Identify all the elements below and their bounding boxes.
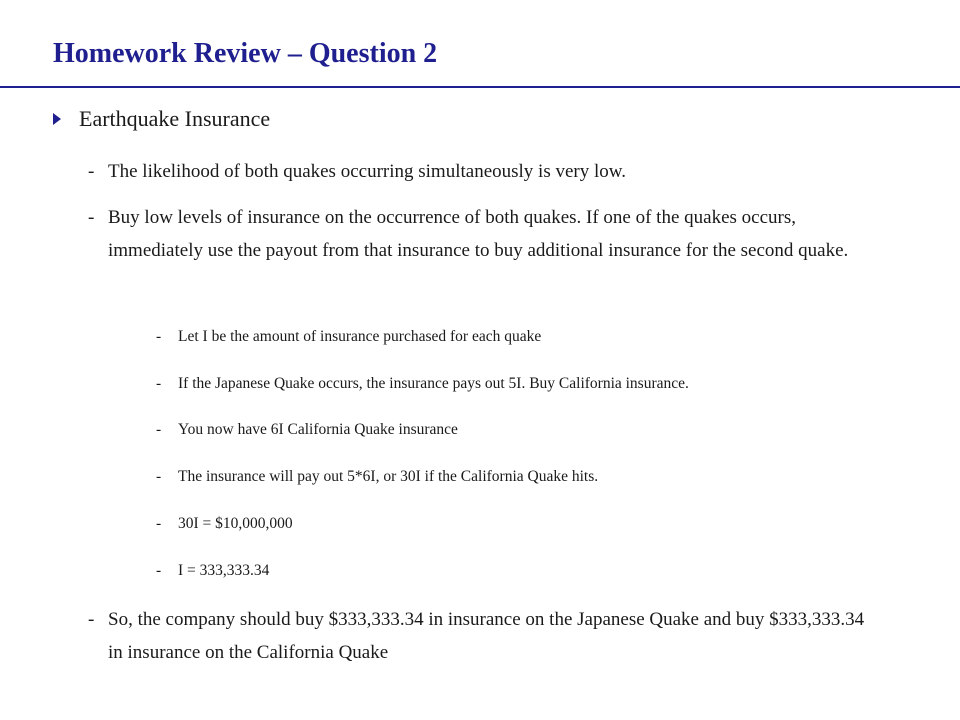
detail-item-text: Let I be the amount of insurance purchased for each quake	[178, 328, 542, 345]
detail-item-30i	[156, 513, 898, 535]
dash-marker: -	[156, 328, 162, 345]
triangle-right-icon	[53, 113, 61, 125]
detail-item-6i	[156, 419, 898, 441]
dash-marker: -	[88, 609, 95, 630]
detail-item-payout	[156, 466, 898, 488]
bullet-earthquake-insurance	[53, 106, 270, 132]
bullet-text: Earthquake Insurance	[79, 106, 271, 131]
sub-item-conclusion	[88, 603, 878, 669]
dash-marker: -	[156, 562, 162, 579]
detail-item-japanese-quake	[156, 373, 898, 395]
detail-item-i-value	[156, 560, 898, 582]
detail-item-text: You now have 6I California Quake insurance	[178, 421, 458, 438]
sub-item-strategy	[88, 201, 878, 267]
dash-marker: -	[88, 207, 95, 228]
dash-marker: -	[156, 468, 162, 485]
dash-marker: -	[88, 161, 95, 182]
detail-item-let-i	[156, 326, 898, 348]
sub-item-text: Buy low levels of insurance on the occurrence of both quakes. If one of the quakes occurs, immediately use the payout from that insurance to buy additional insurance for the second quake.	[108, 207, 849, 261]
detail-item-text: The insurance will pay out 5*6I, or 30I if the California Quake hits.	[178, 468, 599, 485]
title-divider	[0, 86, 960, 88]
dash-marker: -	[156, 375, 162, 392]
sub-item-text: The likelihood of both quakes occurring simultaneously is very low.	[108, 161, 627, 182]
detail-item-text: I = 333,333.34	[178, 562, 270, 579]
detail-item-text: If the Japanese Quake occurs, the insurance pays out 5I. Buy California insurance.	[178, 375, 689, 392]
sub-item-text: So, the company should buy $333,333.34 in insurance on the Japanese Quake and buy $333,333.34 in insurance on the California Quake	[108, 609, 865, 663]
detail-item-text: 30I = $10,000,000	[178, 515, 293, 532]
slide-title: Homework Review – Question 2	[53, 38, 438, 69]
sub-item-likelihood	[88, 155, 878, 188]
dash-marker: -	[156, 515, 162, 532]
dash-marker: -	[156, 421, 162, 438]
